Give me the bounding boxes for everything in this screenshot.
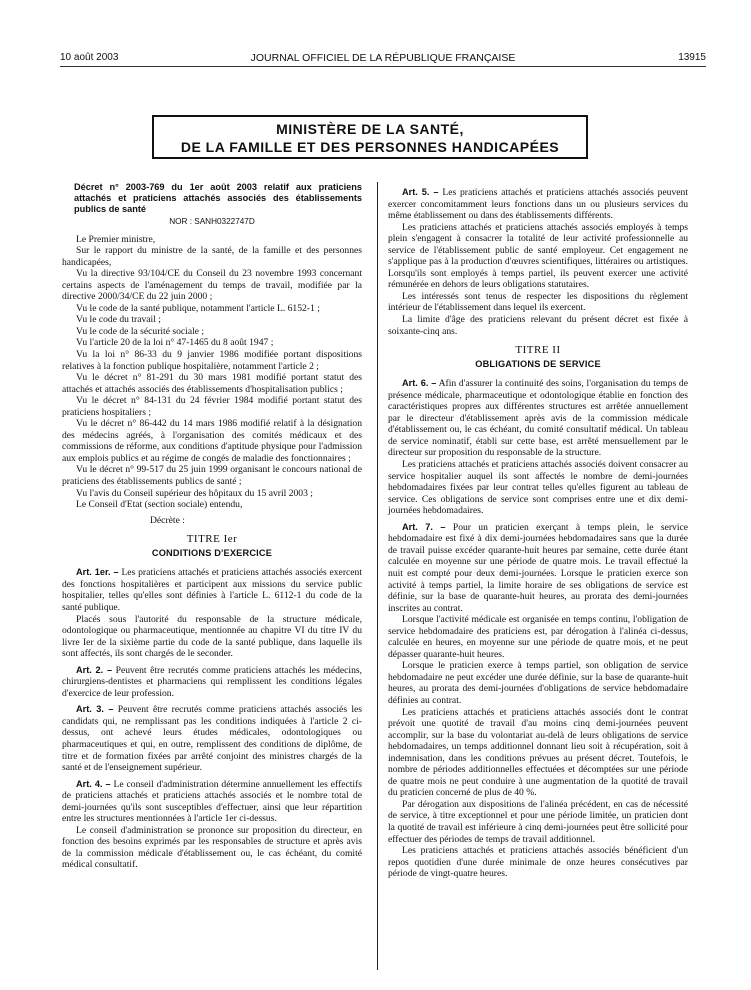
article-text: Les praticiens attachés et praticiens attachés associés exercent des fonctions hospitalières et participent aux missions du service public hospitalier, telles qu'elles sont définies à l'article L. 6112-1 du code de la santé publique. — [62, 567, 362, 613]
preamble-paragraph: Vu le décret n° 99-517 du 25 juin 1999 organisant le concours national de praticiens des établissements publics de santé ; — [62, 464, 362, 488]
nor-reference: NOR : SANH0322747D — [169, 217, 255, 226]
header-page-number: 13915 — [678, 52, 706, 63]
ministry-line-2: DE LA FAMILLE ET DES PERSONNES HANDICAPÉES — [180, 139, 560, 155]
article-label: Art. 5. – — [402, 187, 439, 197]
titre-1-heading: TITRE Ier — [186, 533, 238, 546]
preamble-paragraph: Le Conseil d'Etat (section sociale) entendu, — [76, 499, 243, 511]
article-label: Art. 2. – — [76, 664, 113, 675]
article-paragraph — [388, 187, 688, 222]
article-continuation — [388, 660, 688, 706]
preamble-paragraph: Le Premier ministre, — [76, 233, 156, 245]
article-label: Art. 4. – — [76, 778, 111, 789]
article-paragraph — [388, 522, 688, 614]
article-continuation — [62, 825, 362, 871]
left-column — [62, 182, 362, 871]
header-journal-title: JOURNAL OFFICIEL DE LA RÉPUBLIQUE FRANÇAISE — [250, 52, 516, 64]
article-text: Peuvent être recrutés comme praticiens attachés les médecins, chirurgiens-dentistes et pharmaciens qui remplissent les conditions légales d'exercice de leur profession. — [62, 664, 363, 699]
article-text: Lorsque l'activité médicale est organisée en temps continu, l'obligation de service hebdomadaire des praticiens est, par dérogation à l'alinéa ci-dessus, calculée en heures, en moyenne sur une période de quatre mois, et ne peut dépasser quarante-huit heures. — [388, 614, 688, 660]
ministry-line-1: MINISTÈRE DE LA SANTÉ, — [276, 121, 464, 137]
article-continuation — [388, 291, 688, 314]
article-text: Le conseil d'administration détermine annuellement les effectifs de praticiens attachés et praticiens attachés associés et le nombre total de demi-journées qu'ils sont susceptibles d'effectuer, ainsi que leur répartition entre les structures mentionnées à l'article 1er ci-dessus. — [62, 778, 362, 825]
article-continuation — [388, 707, 688, 799]
article-continuation — [388, 614, 688, 660]
article-text: La limite d'âge des praticiens relevant du présent décret est fixée à soixante-cinq ans. — [388, 314, 688, 337]
column-divider — [377, 182, 378, 970]
articles-right-a — [388, 187, 688, 337]
preamble-paragraph: Vu le décret n° 81-291 du 30 mars 1981 modifié portant statut des attachés et attachés associés des établissements d'hospitalisation publics ; — [62, 372, 362, 395]
preamble-paragraph: Sur le rapport du ministre de la santé, de la famille et des personnes handicapées, — [62, 245, 362, 268]
article-continuation — [388, 222, 688, 291]
article-continuation — [388, 314, 688, 337]
preamble-paragraph: Vu le décret n° 84-131 du 24 février 1984 modifié portant statut des praticiens hospitaliers ; — [62, 395, 362, 418]
article-text: Pour un praticien exerçant à temps plein, le service hebdomadaire est fixé à dix demi-journées hebdomadaires sans que la durée de travail puisse excéder quarante-huit heures par semaine, cette durée étant calculée en moyenne sur une période de quatre mois. Le travail effectué la nuit est compté pour deux demi-journées. Lorsque le praticien exerce son activité à temps partiel, la limite horaire de ses obligations de service est définie, sur la base de quarante-huit heures, au prorata des demi-journées inscrites au contrat. — [388, 521, 688, 614]
decree-title: Décret n° 2003-769 du 1er août 2003 relatif aux praticiens attachés et praticiens attachés associés des établissements publics de santé — [74, 182, 362, 214]
article-paragraph — [388, 378, 688, 459]
article-paragraph — [62, 704, 362, 773]
preamble — [62, 234, 362, 511]
article-text: Les praticiens attachés et praticiens attachés associés dont le contrat prévoit une quotité de travail d'au moins cinq demi-journées peuvent accomplir, sur la base du volontariat au-delà de leurs obligations de service hebdomadaires, un temps additionnel donnant lieu soit à récupération, soit à indemnisation, dans les conditions prévues au présent décret. Toutefois, le nombre de périodes additionnelles effectuées et décomptées sur une période de quatre mois ne peut conduire à une augmentation de la quotité de travail du praticien concerné de plus de 40 %. — [388, 706, 688, 799]
articles-right-b — [388, 378, 688, 880]
article-paragraph — [62, 665, 362, 700]
preamble-paragraph: Vu le code du travail ; — [76, 314, 161, 326]
preamble-paragraph: Vu l'avis du Conseil supérieur des hôpitaux du 15 avril 2003 ; — [76, 487, 313, 499]
titre-2-heading: TITRE II — [515, 344, 561, 357]
right-column — [388, 182, 688, 880]
article-label: Art. 7. – — [402, 521, 446, 532]
preamble-paragraph: Vu l'article 20 de la loi n° 47-1465 du 8 août 1947 ; — [76, 337, 274, 349]
articles-left — [62, 567, 362, 871]
preamble-paragraph: Vu le code de la sécurité sociale ; — [76, 325, 205, 337]
decrete-line: Décrète : — [150, 514, 185, 526]
article-continuation — [62, 614, 362, 660]
preamble-paragraph: Vu la directive 93/104/CE du Conseil du 23 novembre 1993 concernant certains aspects de l'aménagement du temps de travail, modifiée par la directive 2000/34/CE du 22 juin 2000 ; — [62, 268, 362, 303]
ministry-box — [152, 115, 588, 159]
article-text: Les praticiens attachés et praticiens attachés associés employés à temps plein s'engagent à consacrer la totalité de leur activité professionnelle au service de l'établissement public de santé employeur. Cet engagement ne s'applique pas à la production d'œuvres scientifiques, littéraires ou artistiques. Lorsqu'ils sont employés à temps partiel, ils peuvent exercer une activité rémunérée en dehors de leurs obligations statutaires. — [388, 221, 688, 291]
header-date: 10 août 2003 — [60, 52, 119, 63]
article-continuation — [388, 459, 688, 517]
article-label: Art. 6. – — [402, 378, 437, 389]
article-text: Les intéressés sont tenus de respecter les dispositions du règlement intérieur de l'établissement dans lequel ils exercent. — [388, 290, 688, 314]
article-text: Peuvent être recrutés comme praticiens attachés associés les candidats qui, ne remplissant pas les conditions indiquées à l'article 2 ci-dessus, ont achevé leurs études médicales, odontologiques ou pharmaceutiques et qui, en outre, remplissent des conditions de diplôme, de titre et de formation fixées par arrêté conjoint des ministres chargés de la santé et de l'enseignement supérieur. — [62, 704, 363, 774]
titre-2-subtitle: OBLIGATIONS DE SERVICE — [475, 358, 601, 369]
article-text: Placés sous l'autorité du responsable de la structure médicale, odontologique ou pharmaceutique, mentionnée au chapitre VI du titre IV du livre Ier de la sixième partie du code de la santé publique, dans laquelle ils sont affectés, ils sont chargés de le seconder. — [62, 613, 362, 660]
article-paragraph — [62, 779, 362, 825]
article-label: Art. 1er. – — [76, 567, 119, 578]
article-paragraph — [62, 567, 362, 613]
article-label: Art. 3. – — [76, 704, 114, 715]
header-rule — [60, 66, 706, 67]
article-text: Les praticiens attachés et praticiens attachés associés peuvent exercer concomitamment leurs fonctions dans un ou plusieurs services du même établissement ou dans des établissements différents. — [388, 187, 688, 222]
article-text: Le conseil d'administration se prononce sur proposition du directeur, en fonction des besoins exprimés par les responsables de structure et après avis de la commission médicale d'établissement ou, le cas échéant, du comité médical consultatif. — [62, 824, 362, 871]
titre-1-subtitle: CONDITIONS D'EXERCICE — [151, 547, 273, 558]
article-text: Par dérogation aux dispositions de l'alinéa précédent, en cas de nécessité de service, à titre exceptionnel et pour une période limitée, un praticien dont la quotité de travail est inférieure à cinq demi-journées peut être sollicité pour effectuer des périodes de temps de travail additionnel. — [388, 798, 688, 845]
article-text: Les praticiens attachés et praticiens attachés associés doivent consacrer au service hospitalier auquel ils sont affectés le nombre de demi-journées hebdomadaires fixées par leur contrat telles qu'elles figurent au tableau de service. Ces obligations de service sont comprises entre une et dix demi-journées hebdomadaires. — [388, 459, 688, 517]
article-text: Les praticiens attachés et praticiens attachés associés bénéficient d'un repos quotidien d'une durée minimale de onze heures consécutives par période de vingt-quatre heures. — [388, 845, 688, 880]
preamble-paragraph: Vu le décret n° 86-442 du 14 mars 1986 modifié relatif à la désignation des médecins agréés, à l'organisation des comités médicaux et des commissions de réforme, aux conditions d'aptitude physique pour l'admission aux emplois publics et au régime de congés de maladie des fonctionnaires ; — [62, 418, 362, 464]
article-continuation — [388, 845, 688, 880]
preamble-paragraph: Vu le code de la santé publique, notamment l'article L. 6152-1 ; — [76, 302, 320, 314]
article-text: Afin d'assurer la continuité des soins, l'organisation du temps de présence médicale, pharmaceutique et odontologique établie en fonction des caractéristiques propres aux différentes structures est arrêtée annuellement par le directeur d'établissement après avis de la commission médicale d'établissement ou, le cas échéant, du comité consultatif médical. Un tableau de service nominatif, établi sur cette base, est arrêté mensuellement par le directeur sur proposition du responsable de la structure. — [388, 378, 688, 459]
article-text: Lorsque le praticien exerce à temps partiel, son obligation de service hebdomadaire ne peut excéder une durée définie, sur la base de quarante-huit heures, au prorata des demi-journées d'obligations de service hebdomadaire définies au contrat. — [388, 660, 688, 706]
preamble-paragraph: Vu la loi n° 86-33 du 9 janvier 1986 modifiée portant dispositions relatives à la fonction publique hospitalière, notamment l'article 2 ; — [62, 349, 362, 372]
article-continuation — [388, 799, 688, 845]
